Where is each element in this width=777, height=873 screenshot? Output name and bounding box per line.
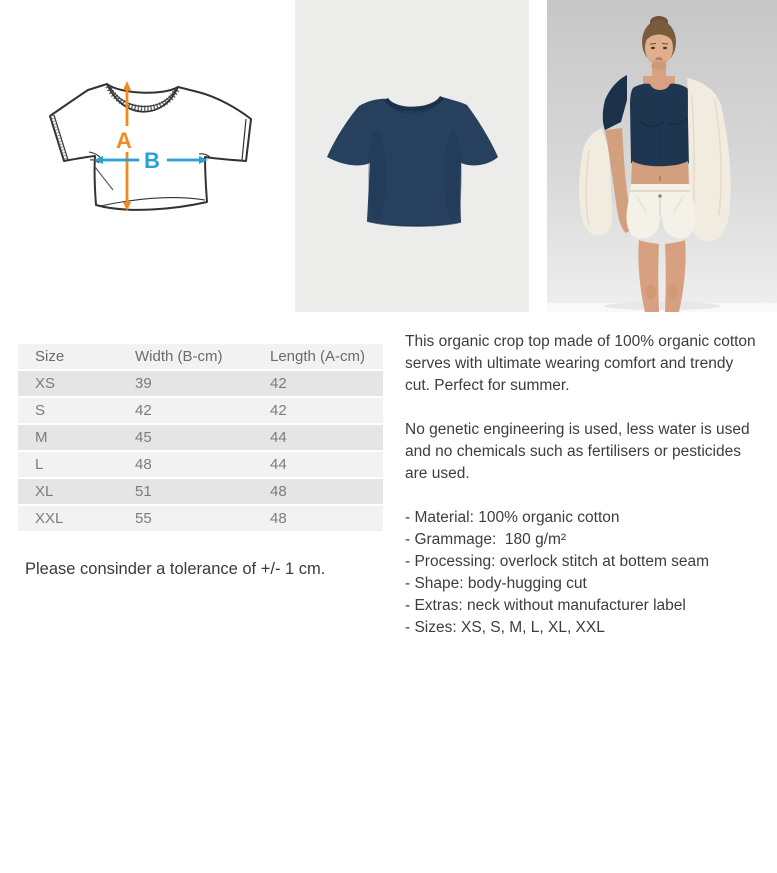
crop-top-line-drawing-icon <box>28 68 260 220</box>
measurement-diagram <box>28 68 260 220</box>
table-row-xxl <box>18 505 383 531</box>
width-cell: 45 <box>135 429 152 446</box>
model-wearing-crop-top-image <box>547 0 777 312</box>
length-cell: 44 <box>270 456 287 473</box>
spec-item-processing: - Processing: overlock stitch at bottem seam <box>405 553 710 570</box>
length-cell: 48 <box>270 510 287 527</box>
size-cell: M <box>35 429 48 446</box>
size-cell: XL <box>35 483 54 500</box>
length-cell: 42 <box>270 375 287 392</box>
size-table <box>18 344 383 531</box>
product-description <box>405 331 757 639</box>
width-cell: 42 <box>135 402 152 419</box>
model-photo <box>547 0 777 312</box>
table-row-xl <box>18 478 383 505</box>
size-table-header-row <box>18 344 383 370</box>
spec-item-sizes: - Sizes: XS, S, M, L, XL, XXL <box>405 619 605 636</box>
description-paragraph-2: No genetic engineering is used, less water is used and no chemicals such as fertilisers or pesticides are used. <box>405 421 750 482</box>
spec-item-grammage: - Grammage: 180 g/m² <box>405 531 567 548</box>
tolerance-note: Please consinder a tolerance of +/- 1 cm. <box>25 560 326 578</box>
col-header-width: Width (B-cm) <box>135 348 223 365</box>
table-row-xs <box>18 370 383 397</box>
spec-item-material: - Material: 100% organic cotton <box>405 509 620 526</box>
width-cell: 51 <box>135 483 152 500</box>
width-cell: 55 <box>135 510 152 527</box>
col-header-length: Length (A-cm) <box>270 348 366 365</box>
spec-list <box>405 507 757 639</box>
table-row-l <box>18 451 383 478</box>
table-row-m <box>18 424 383 451</box>
width-cell: 39 <box>135 375 152 392</box>
size-cell: XXL <box>35 510 64 527</box>
width-cell: 48 <box>135 456 152 473</box>
size-cell: XS <box>35 375 56 392</box>
spec-item-extras: - Extras: neck without manufacturer label <box>405 597 686 614</box>
navy-crop-top-image <box>295 0 529 312</box>
col-header-size: Size <box>35 348 65 365</box>
label-a: A <box>116 128 132 153</box>
length-cell: 48 <box>270 483 287 500</box>
product-photo-flat <box>295 0 529 312</box>
size-cell: S <box>35 402 46 419</box>
description-paragraph-1: This organic crop top made of 100% organic cotton serves with ultimate wearing comfort and trendy cut. Perfect for summer. <box>405 333 756 394</box>
label-b: B <box>144 148 160 173</box>
spec-item-shape: - Shape: body-hugging cut <box>405 575 587 592</box>
size-cell: L <box>35 456 44 473</box>
table-row-s <box>18 397 383 424</box>
length-cell: 44 <box>270 429 287 446</box>
length-cell: 42 <box>270 402 287 419</box>
